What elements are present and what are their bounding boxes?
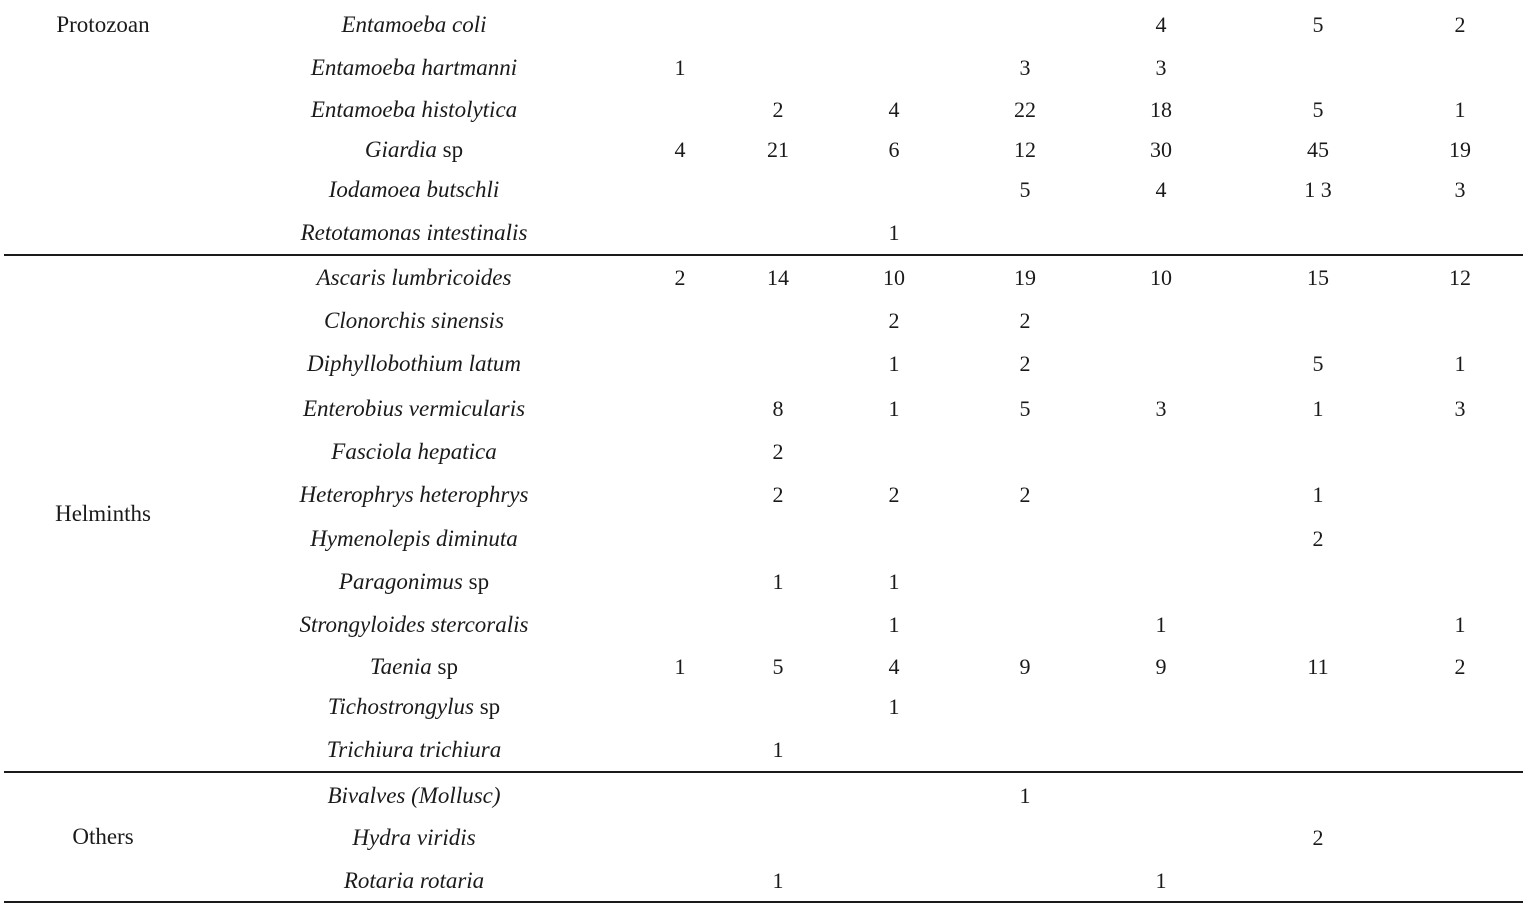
count-cell: 1 bbox=[772, 868, 784, 893]
species-suffix: sp bbox=[436, 137, 464, 162]
count-cell: 14 bbox=[767, 265, 789, 290]
species-name bbox=[206, 481, 622, 509]
species-genus: Giardia bbox=[364, 137, 437, 162]
count-cell: 3 bbox=[1454, 396, 1466, 421]
species-name bbox=[206, 693, 622, 721]
species-name bbox=[206, 867, 622, 895]
species-genus: Enterobius vermicularis bbox=[302, 396, 526, 421]
species-genus: Diphyllobothium latum bbox=[306, 351, 522, 376]
count-cell: 19 bbox=[1449, 137, 1471, 162]
species-name bbox=[206, 136, 622, 164]
count-cell: 21 bbox=[767, 137, 789, 162]
count-cell: 4 bbox=[1155, 12, 1167, 37]
count-cell: 1 bbox=[1312, 396, 1324, 421]
count-cell: 1 bbox=[772, 737, 784, 762]
count-cell: 1 bbox=[888, 396, 900, 421]
count-cell: 5 bbox=[1019, 177, 1031, 202]
count-cell: 2 bbox=[674, 265, 686, 290]
species-name bbox=[206, 264, 622, 292]
count-cell: 2 bbox=[1019, 351, 1031, 376]
count-cell: 1 bbox=[674, 55, 686, 80]
count-cell: 3 bbox=[1454, 177, 1466, 202]
count-cell: 8 bbox=[772, 396, 784, 421]
species-genus: Entamoeba histolytica bbox=[310, 97, 518, 122]
group-label: Protozoan bbox=[56, 12, 150, 37]
species-name bbox=[206, 96, 622, 124]
species-genus: Tichostrongylus bbox=[327, 694, 474, 719]
species-genus: Fasciola hepatica bbox=[331, 439, 497, 464]
count-cell: 5 bbox=[1312, 12, 1324, 37]
species-genus: Strongyloides stercoralis bbox=[299, 612, 529, 637]
count-cell: 2 bbox=[888, 308, 900, 333]
species-genus: Clonorchis sinensis bbox=[324, 308, 504, 333]
species-genus: Entamoeba hartmanni bbox=[310, 55, 518, 80]
count-cell: 2 bbox=[1019, 482, 1031, 507]
species-genus: Taenia bbox=[370, 654, 432, 679]
count-cell: 1 bbox=[888, 569, 900, 594]
count-cell: 6 bbox=[888, 137, 900, 162]
count-cell: 5 bbox=[1019, 396, 1031, 421]
group-separator-protozoan-helminths bbox=[4, 254, 1523, 256]
count-cell: 2 bbox=[1312, 526, 1324, 551]
species-name bbox=[206, 307, 622, 335]
count-cell: 5 bbox=[1312, 97, 1324, 122]
count-cell: 1 bbox=[1454, 351, 1466, 376]
count-cell: 1 bbox=[888, 220, 900, 245]
count-cell: 1 bbox=[1454, 612, 1466, 637]
species-name bbox=[206, 395, 622, 423]
species-genus: Ascaris lumbricoides bbox=[316, 265, 512, 290]
count-cell: 22 bbox=[1014, 97, 1036, 122]
count-cell: 2 bbox=[1019, 308, 1031, 333]
species-genus: Rotaria rotaria bbox=[343, 868, 485, 893]
group-separator-helminths-others bbox=[4, 771, 1523, 773]
count-cell: 2 bbox=[772, 97, 784, 122]
species-suffix: sp bbox=[431, 654, 458, 679]
count-cell: 1 bbox=[1155, 868, 1167, 893]
count-cell: 2 bbox=[1312, 825, 1324, 850]
species-genus: Entamoeba coli bbox=[341, 12, 487, 37]
species-name bbox=[206, 611, 622, 639]
count-cell: 1 bbox=[888, 694, 900, 719]
count-cell: 12 bbox=[1014, 137, 1036, 162]
count-cell: 3 bbox=[1155, 55, 1167, 80]
count-cell: 3 bbox=[1019, 55, 1031, 80]
species-genus: Retotamonas intestinalis bbox=[300, 220, 528, 245]
count-cell: 2 bbox=[1454, 654, 1466, 679]
count-cell: 1 bbox=[1454, 97, 1466, 122]
count-cell: 19 bbox=[1014, 265, 1036, 290]
count-cell: 4 bbox=[888, 97, 900, 122]
count-cell: 11 bbox=[1307, 654, 1329, 679]
count-cell: 1 bbox=[1019, 783, 1031, 808]
species-genus: Hydra viridis bbox=[352, 825, 476, 850]
count-cell: 9 bbox=[1019, 654, 1031, 679]
count-cell: 4 bbox=[674, 137, 686, 162]
count-cell: 5 bbox=[1312, 351, 1324, 376]
count-cell: 10 bbox=[1150, 265, 1172, 290]
count-cell: 3 bbox=[1155, 396, 1167, 421]
species-genus: Paragonimus bbox=[338, 569, 463, 594]
species-name bbox=[206, 824, 622, 852]
count-cell: 1 bbox=[674, 654, 686, 679]
species-genus: Hymenolepis diminuta bbox=[310, 526, 518, 551]
count-cell: 2 bbox=[772, 482, 784, 507]
count-cell: 1 bbox=[772, 569, 784, 594]
table-bottom-rule bbox=[4, 901, 1523, 903]
group-label: Helminths bbox=[55, 501, 151, 526]
species-suffix: sp bbox=[462, 569, 490, 594]
species-genus: Heterophrys heterophrys bbox=[299, 482, 529, 507]
species-name bbox=[206, 438, 622, 466]
species-genus: Trichiura trichiura bbox=[326, 737, 502, 762]
count-cell: 1 3 bbox=[1304, 177, 1332, 202]
species-name bbox=[206, 219, 622, 247]
species-name bbox=[206, 525, 622, 553]
count-cell: 30 bbox=[1150, 137, 1172, 162]
species-genus: Bivalves (Mollusc) bbox=[327, 783, 501, 808]
count-cell: 5 bbox=[772, 654, 784, 679]
species-name bbox=[206, 350, 622, 378]
count-cell: 4 bbox=[1155, 177, 1167, 202]
count-cell: 1 bbox=[888, 351, 900, 376]
count-cell: 9 bbox=[1155, 654, 1167, 679]
species-name bbox=[206, 54, 622, 82]
count-cell: 10 bbox=[883, 265, 905, 290]
species-name bbox=[206, 568, 622, 596]
count-cell: 4 bbox=[888, 654, 900, 679]
count-cell: 2 bbox=[1454, 12, 1466, 37]
count-cell: 2 bbox=[772, 439, 784, 464]
count-cell: 1 bbox=[1312, 482, 1324, 507]
count-cell: 18 bbox=[1150, 97, 1172, 122]
species-name bbox=[206, 11, 622, 39]
species-name bbox=[206, 736, 622, 764]
species-name bbox=[206, 782, 622, 810]
count-cell: 15 bbox=[1307, 265, 1329, 290]
species-name bbox=[206, 176, 622, 204]
count-cell: 1 bbox=[888, 612, 900, 637]
count-cell: 2 bbox=[888, 482, 900, 507]
count-cell: 12 bbox=[1449, 265, 1471, 290]
species-suffix: sp bbox=[473, 694, 501, 719]
count-cell: 45 bbox=[1307, 137, 1329, 162]
group-label: Others bbox=[72, 824, 134, 849]
count-cell: 1 bbox=[1155, 612, 1167, 637]
species-name bbox=[206, 653, 622, 681]
species-genus: Iodamoea butschli bbox=[328, 177, 500, 202]
